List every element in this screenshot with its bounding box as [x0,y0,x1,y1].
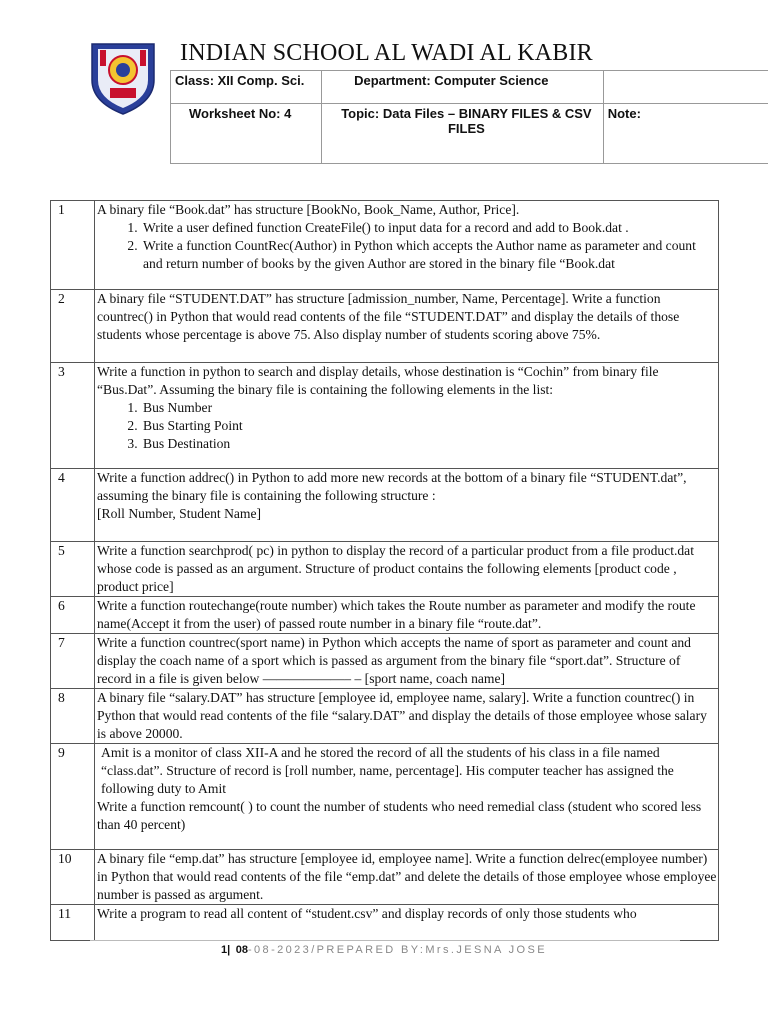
question-row [51,363,719,469]
question-row [51,542,719,597]
question-text: A binary file “salary.DAT” has structure [employee id, employee name, salary]. Write a function countrec() in Python that would read contents of the file “salary.DAT” and display the details of those employee whose salary is above 20000. [95,689,719,744]
question-text: Write a function routechange(route number) which takes the Route number as parameter and modify the route name(Accept it from the user) of passed route number in a binary file “route.dat”. [95,597,719,634]
question-number: 2 [51,290,95,363]
blank-cell [603,71,768,104]
question-number: 1 [51,201,95,290]
question-row [51,201,719,290]
question-text: A binary file “STUDENT.DAT” has structure [admission_number, Name, Percentage]. Write a function countrec() in Python that would read contents of the file “STUDENT.DAT” and display the details of those students whose percentage is above 75. Also display number of students scoring above 75%. [95,290,719,363]
question-row [51,744,719,850]
list-item: 3. Bus Destination [141,435,718,453]
question-task: Write a function remcount( ) to count the number of students who need remedial class (student who scored less than 40 percent) [97,799,702,832]
question-text: Write a program to read all content of “student.csv” and display records of only those students who [95,905,719,941]
question-text: Write a function countrec(sport name) in Python which accepts the name of sport as parameter and count and display the coach name of a sport which is passed as argument from the binary file “sport.dat”. Structure of record in a file is given below ——————– – [sport name, coach name] [95,634,719,689]
topic-cell: Topic: Data Files – BINARY FILES & CSV FILES [322,104,604,164]
question-items [97,399,718,453]
question-text [95,363,719,469]
question-text [95,469,719,542]
question-text: A binary file “emp.dat” has structure [employee id, employee name]. Write a function delrec(employee number) in Python that would read contents of the file “emp.dat” and delete the details of those employee whose employee number is passed as argument. [95,850,719,905]
question-number: 7 [51,634,95,689]
question-row [51,689,719,744]
question-text [95,201,719,290]
question-number: 8 [51,689,95,744]
list-item: 1. Write a user defined function CreateFile() to input data for a record and add to Book.dat . [141,219,718,237]
question-row [51,850,719,905]
question-stem: Write a function addrec() in Python to add more new records at the bottom of a binary file “STUDENT.dat”, assuming the binary file is containing the following structure : [97,470,687,503]
question-number: 3 [51,363,95,469]
worksheet-cell: Worksheet No: 4 [171,104,322,164]
department-cell: Department: Computer Science [322,71,604,104]
question-text: Write a function searchprod( pc) in python to display the record of a particular product from a file product.dat whose code is passed as an argument. Structure of product contains the following elements [product code , product price] [95,542,719,597]
question-stem: A binary file “Book.dat” has structure [BookNo, Book_Name, Author, Price]. [97,202,520,217]
header-info-table [170,70,768,164]
question-number: 11 [51,905,95,941]
question-number: 6 [51,597,95,634]
footer-text: -08-2023/PREPARED BY:Mrs.JESNA JOSE [247,944,547,956]
question-row [51,905,719,941]
list-item: 1. Bus Number [141,399,718,417]
list-item: 2. Bus Starting Point [141,417,718,435]
page-footer [0,944,768,956]
question-row [51,290,719,363]
question-number: 5 [51,542,95,597]
question-number: 9 [51,744,95,850]
footer-divider [90,940,680,941]
question-text [95,744,719,850]
footer-date-day: 08 [235,944,248,956]
question-number: 4 [51,469,95,542]
question-stem: Write a function in python to search and display details, whose destination is “Cochin” from binary file “Bus.Dat”. Assuming the binary file is containing the following elements in the list: [97,364,659,397]
school-name: INDIAN SCHOOL AL WADI AL KABIR [180,40,593,66]
question-stem: Amit is a monitor of class XII-A and he stored the record of all the students of his class in a file named “class.dat”. Structure of record is [roll number, name, percentage]. His computer teacher has assigned the following duty to Amit [101,745,674,796]
questions-table [50,200,719,941]
class-cell: Class: XII Comp. Sci. [171,71,322,104]
question-items [97,219,718,273]
note-cell: Note: [603,104,768,164]
page-number: 1| [221,944,231,956]
question-row [51,597,719,634]
list-item: 2. Write a function CountRec(Author) in Python which accepts the Author name as parameter and count and return number of books by the given Author are stored in the binary file “Book.dat [141,237,718,273]
question-number: 10 [51,850,95,905]
question-row [51,469,719,542]
question-row [51,634,719,689]
school-logo [88,40,158,116]
question-structure: [Roll Number, Student Name] [97,506,262,521]
